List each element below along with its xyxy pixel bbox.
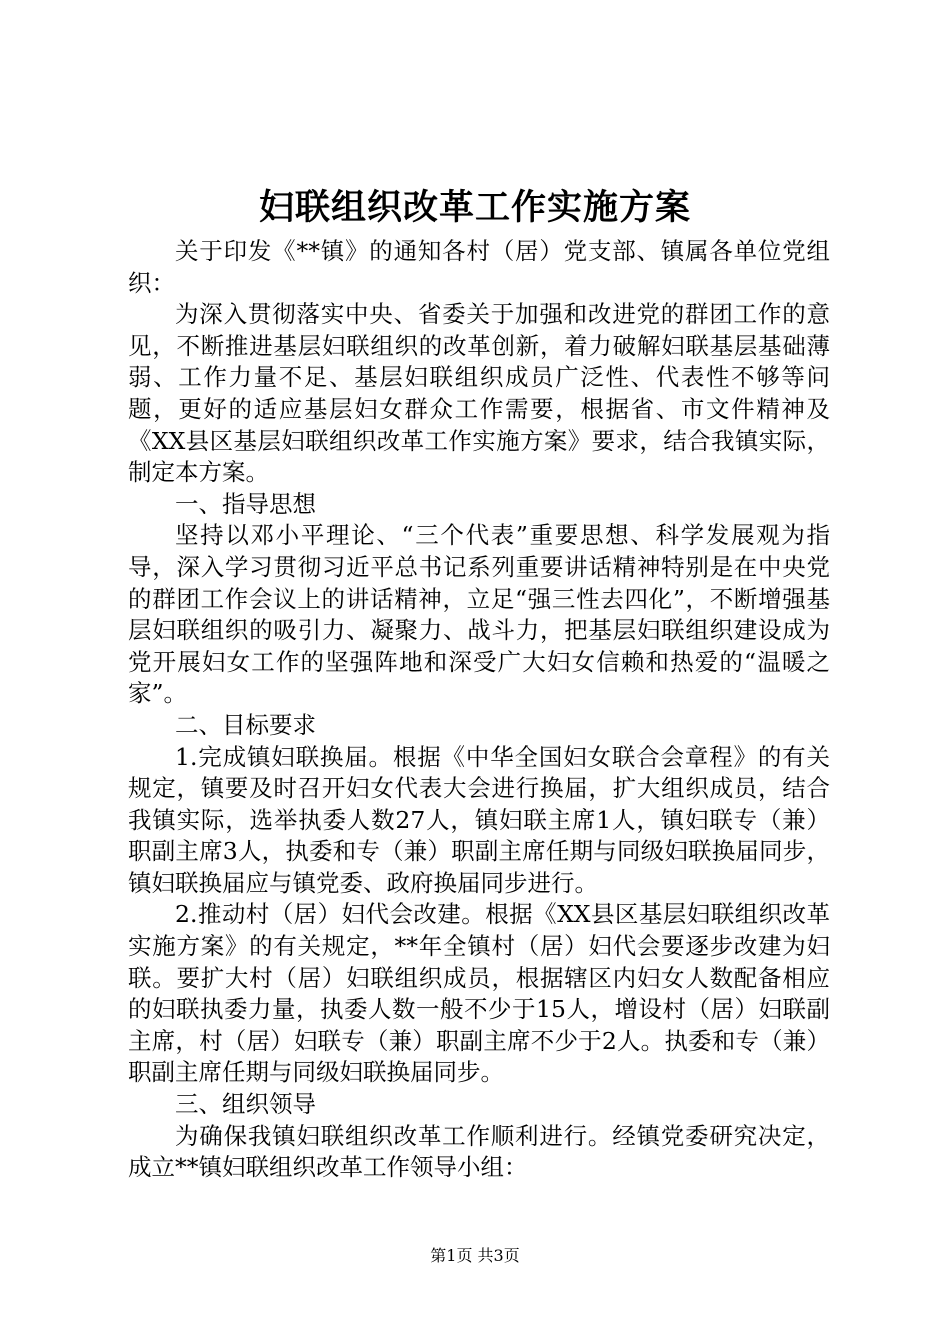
page-number-footer: 第1页 共3页 <box>430 1246 520 1265</box>
heading-guiding-thought: 一、指导思想 <box>175 489 316 518</box>
document-title: 妇联组织改革工作实施方案 <box>258 187 691 228</box>
document-body <box>128 236 830 1184</box>
paragraph-goal-1: 1.完成镇妇联换届。根据《中华全国妇女联合会章程》的有关规定，镇要及时召开妇女代表大会进行换届，扩大组织成员，结合我镇实际，选举执委人数27人，镇妇联主席1人，镇妇联专（兼）职副主席3人，执委和专（兼）职副主席任期与同级妇联换届同步，镇妇联换届应与镇党委、政府换届同步进行。 <box>128 742 830 897</box>
paragraph-intro: 为深入贯彻落实中央、省委关于加强和改进党的群团工作的意见，不断推进基层妇联组织的改革创新，着力破解妇联基层基础薄弱、工作力量不足、基层妇联组织成员广泛性、代表性不够等问题，更好的适应基层妇女群众工作需要，根据省、市文件精神及《XX县区基层妇联组织改革工作实施方案》要求，结合我镇实际，制定本方案。 <box>128 300 830 487</box>
paragraph-guiding-thought: 坚持以邓小平理论、“三个代表”重要思想、科学发展观为指导，深入学习贯彻习近平总书记系列重要讲话精神特别是在中央党的群团工作会议上的讲话精神，立足“强三性去四化”，不断增强基层妇联组织的吸引力、凝聚力、战斗力，把基层妇联组织建设成为党开展妇女工作的坚强阵地和深受广大妇女信赖和热爱的“温暖之家”。 <box>128 521 830 708</box>
paragraph-notice: 关于印发《**镇》的通知各村（居）党支部、镇属各单位党组织： <box>128 237 830 297</box>
paragraph-leadership: 为确保我镇妇联组织改革工作顺利进行。经镇党委研究决定，成立**镇妇联组织改革工作领导小组： <box>128 1121 830 1182</box>
paragraph-goal-2: 2.推动村（居）妇代会改建。根据《XX县区基层妇联组织改革实施方案》的有关规定，**年全镇村（居）妇代会要逐步改建为妇联。要扩大村（居）妇联组织成员，根据辖区内妇女人数配备相应的妇联执委力量，执委人数一般不少于15人，增设村（居）妇联副主席，村（居）妇联专（兼）职副主席不少于2人。执委和专（兼）职副主席任期与同级妇联换届同步。 <box>128 900 830 1087</box>
heading-goals: 二、目标要求 <box>175 710 316 739</box>
heading-leadership: 三、组织领导 <box>175 1090 316 1119</box>
